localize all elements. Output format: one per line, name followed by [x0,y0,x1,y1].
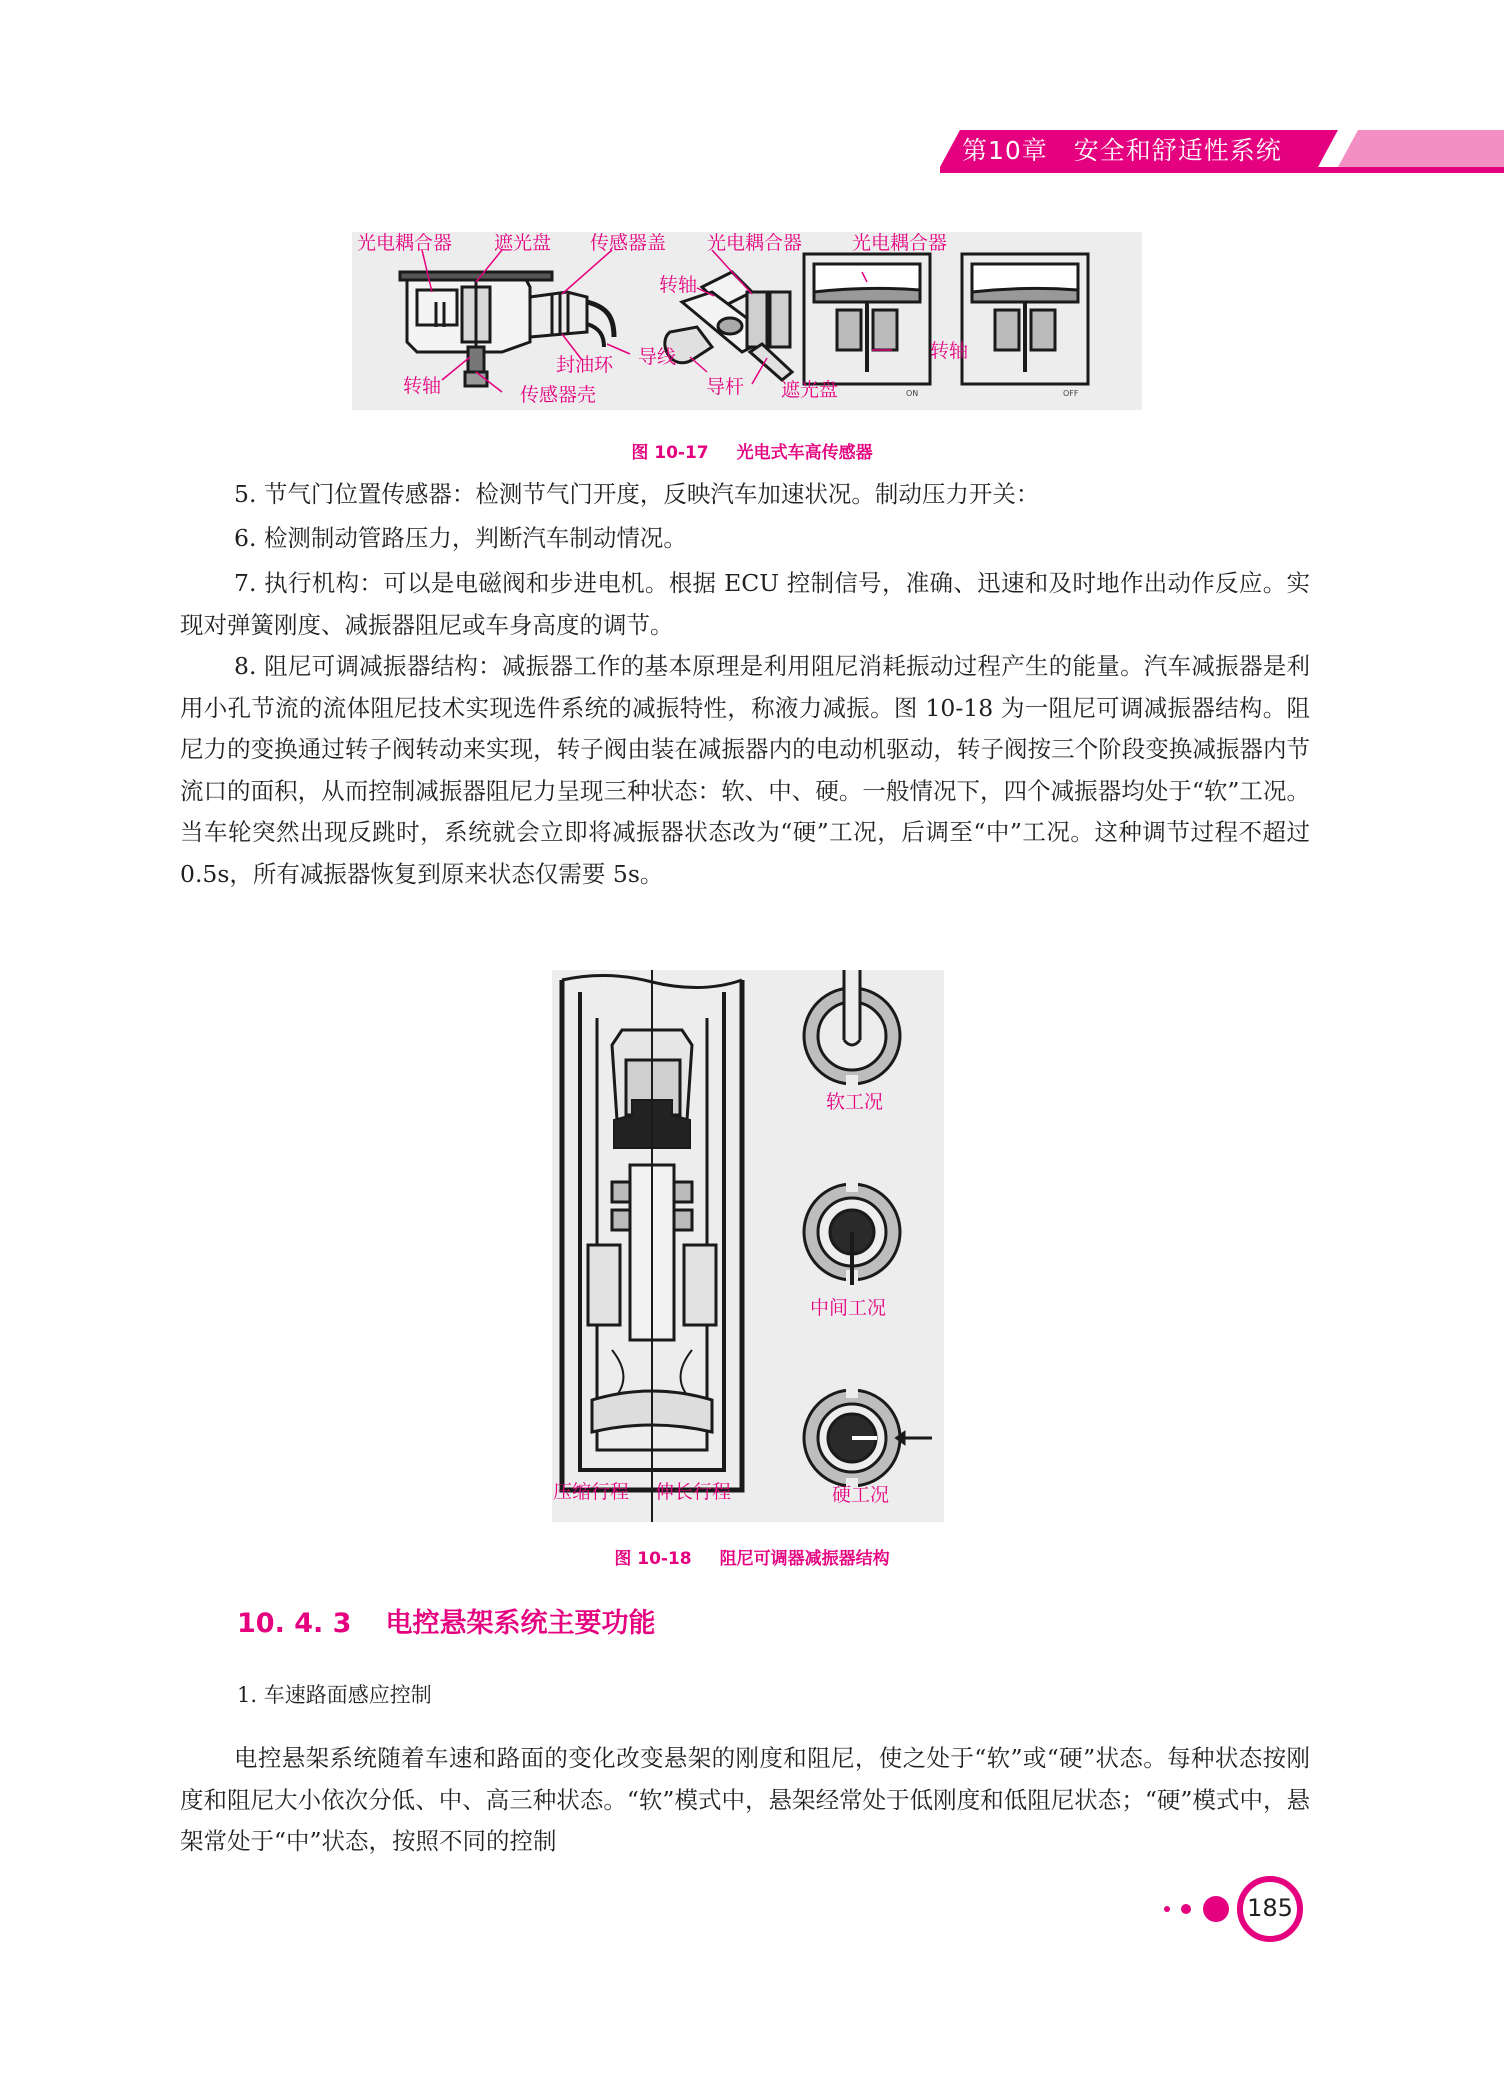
chapter-title: 第10章 安全和舒适性系统 [962,136,1282,165]
label-compression: 压缩行程 [553,1481,630,1503]
caption-text: 光电式车高传感器 [736,443,873,463]
label-seal-ring: 封油环 [556,354,614,376]
figure-10-18-caption [0,1544,1504,1569]
figure-10-17 [352,232,1142,410]
label-soft: 软工况 [826,1091,884,1113]
figure-10-17-caption [0,438,1504,463]
label-guide-rod: 导杆 [706,376,745,398]
caption-number: 图 10-17 [631,443,709,463]
label-extension: 伸长行程 [655,1481,732,1503]
paragraph-8: 8. 阻尼可调减振器结构：减振器工作的基本原理是利用阻尼消耗振动过程产生的能量。汽车减振器是利用小孔节流的流体阻尼技术实现选件系统的减振特性，称液力减振。图 10-18 为一阻尼可调减振器结构。阻尼力的变换通过转子阀转动来实现，转子阀由装在减振器内的电动机驱动，转子阀按三个阶段变换减振器内节流口的面积，从而控制减振器阻尼力呈现三种状态：软、中、硬。一般情况下，四个减振器均处于“软”工况。当车轮突然出现反跳时，系统就会立即将减振器状态改为“硬”工况，后调至“中”工况。这种调节过程不超过 0.5s，所有减振器恢复到原来状态仅需要 5s。 [180,652,1310,888]
paragraph-5: 5. 节气门位置传感器：检测节气门开度，反映汽车加速状况。制动压力开关： [234,480,1040,508]
height-sensor-drawing [352,232,1142,410]
section-number: 10. 4. 3 [237,1608,352,1639]
label-photo-coupler-3: 光电耦合器 [852,232,948,254]
label-sensor-case: 传感器壳 [520,384,597,406]
label-photo-coupler-1: 光电耦合器 [357,232,453,254]
label-shaft-right: 转轴 [930,340,969,362]
page-number-decoration [1150,1870,1330,1950]
label-shade-disc-top: 遮光盘 [494,232,552,254]
label-sensor-cover: 传感器盖 [590,232,667,254]
label-medium: 中间工况 [810,1297,887,1319]
label-hard: 硬工况 [832,1484,890,1506]
final-paragraph: 电控悬架系统随着车速和路面的变化改变悬架的刚度和阻尼，使之处于“软”或“硬”状态。每种状态按刚度和阻尼大小依次分低、中、高三种状态。“软”模式中，悬架经常处于低刚度和低阻尼状态；“硬”模式中，悬架常处于“中”状态，按照不同的控制 [180,1744,1310,1855]
label-shaft-left: 转轴 [403,375,442,397]
caption-number: 图 10-18 [614,1549,692,1569]
paragraph-7: 7. 执行机构：可以是电磁阀和步进电机。根据 ECU 控制信号，准确、迅速和及时地作出动作反应。实现对弹簧刚度、减振器阻尼或车身高度的调节。 [180,569,1310,639]
subsection-heading: 1. 车速路面感应控制 [237,1683,432,1707]
caption-text: 阻尼可调器减振器结构 [719,1549,890,1569]
paragraph-6: 6. 检测制动管路压力，判断汽车制动情况。 [234,524,687,552]
section-heading [237,1604,655,1644]
damper-drawing [552,970,944,1522]
section-title: 电控悬架系统主要功能 [385,1608,656,1639]
label-photo-coupler-2: 光电耦合器 [707,232,803,254]
label-wire: 导线 [638,346,677,368]
page-number: 185 [1247,1894,1293,1922]
label-shaft-mid: 转轴 [659,274,698,296]
label-on: ON [906,389,919,398]
label-shade-disc-bottom: 遮光盘 [781,379,839,401]
figure-10-18 [552,970,944,1522]
label-off: OFF [1063,389,1079,398]
